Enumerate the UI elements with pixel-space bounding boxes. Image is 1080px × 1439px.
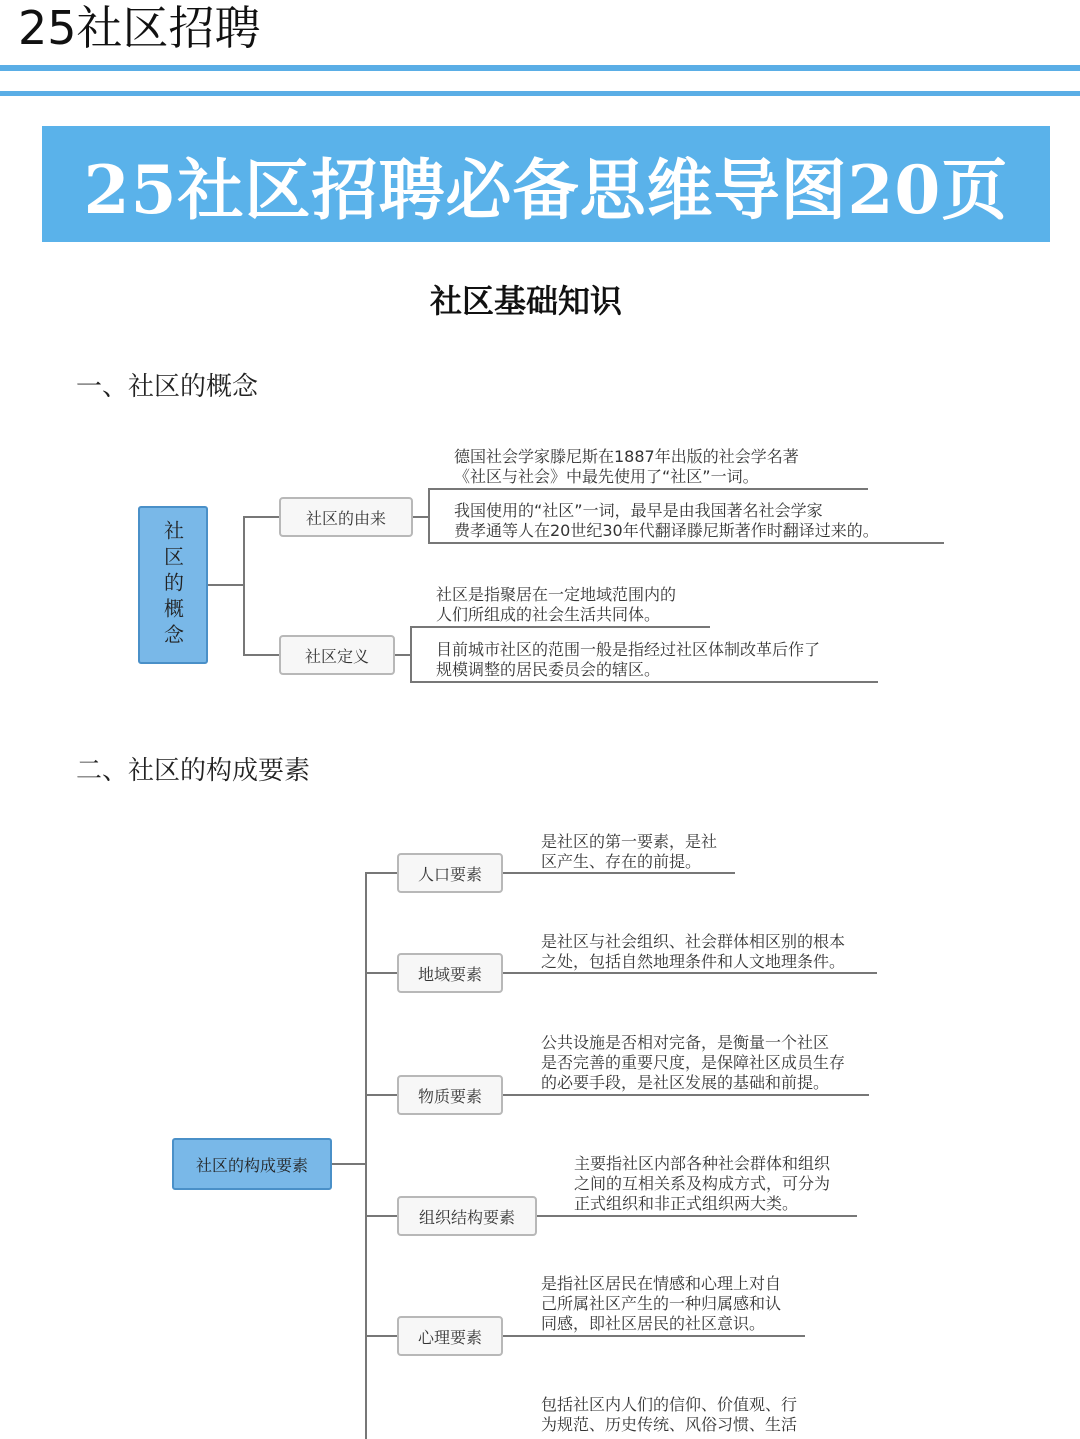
connector xyxy=(413,516,429,518)
leaf-text: 是社区的第一要素，是社 区产生、存在的前提。 xyxy=(541,832,718,871)
branch-node: 地域要素 xyxy=(397,953,503,993)
leaf-text: 主要指社区内部各种社会群体和组织 之间的互相关系及构成方式，可分为 正式组织和非正式组织两大类。 xyxy=(574,1154,831,1213)
branch-node: 人口要素 xyxy=(397,853,503,893)
underline xyxy=(503,1094,869,1096)
mindmap-root-node: 社区的概念 xyxy=(138,506,208,664)
connector xyxy=(410,627,412,682)
connector xyxy=(243,516,279,518)
leaf-text: 是指社区居民在情感和心理上对自 己所属社区产生的一种归属感和认 同感，即社区居民的社区意识。 xyxy=(541,1274,782,1333)
connector xyxy=(365,872,367,1439)
branch-node: 社区定义 xyxy=(279,635,395,675)
connector xyxy=(365,1215,397,1217)
underline xyxy=(537,1215,857,1217)
title-banner xyxy=(42,126,1050,242)
connector xyxy=(365,1094,397,1096)
connector xyxy=(332,1163,366,1165)
section-heading: 一、社区的概念 xyxy=(76,372,259,402)
leaf-text: 德国社会学家滕尼斯在1887年出版的社会学名著 《社区与社会》中最先使用了“社区”一词。 xyxy=(454,447,799,486)
underline xyxy=(503,1335,805,1337)
connector xyxy=(365,1335,397,1337)
connector xyxy=(428,488,430,544)
leaf-text: 目前城市社区的范围一般是指经过社区体制改革后作了 规模调整的居民委员会的辖区。 xyxy=(436,640,821,679)
branch-node: 组织结构要素 xyxy=(397,1196,537,1236)
connector xyxy=(365,972,397,974)
leaf-text: 社区是指聚居在一定地域范围内的 人们所组成的社会生活共同体。 xyxy=(436,585,677,624)
connector xyxy=(208,584,244,586)
connector xyxy=(243,654,279,656)
underline xyxy=(428,542,944,544)
connector xyxy=(395,654,411,656)
branch-node: 心理要素 xyxy=(397,1316,503,1356)
branch-node: 社区的由来 xyxy=(279,497,413,537)
divider xyxy=(0,65,1080,71)
section-heading: 二、社区的构成要素 xyxy=(76,756,311,786)
underline xyxy=(428,488,868,490)
connector xyxy=(243,516,245,655)
underline xyxy=(503,872,735,874)
branch-node: 物质要素 xyxy=(397,1075,503,1115)
underline xyxy=(503,972,877,974)
page-title: 25社区招聘 xyxy=(18,1,261,55)
document-heading: 社区基础知识 xyxy=(429,282,622,320)
leaf-text: 包括社区内人们的信仰、价值观、行 为规范、历史传统、风俗习惯、生活 xyxy=(541,1395,798,1434)
leaf-text: 公共设施是否相对完备，是衡量一个社区 是否完善的重要尺度，是保障社区成员生存 的必要手段，是社区发展的基础和前提。 xyxy=(541,1033,846,1092)
mindmap-root-node: 社区的构成要素 xyxy=(172,1138,332,1190)
underline xyxy=(410,626,710,628)
banner-title: 25社区招聘必备思维导图20页 xyxy=(83,150,1009,229)
underline xyxy=(410,681,878,683)
leaf-text: 是社区与社会组织、社会群体相区别的根本 之处，包括自然地理条件和人文地理条件。 xyxy=(541,932,846,971)
connector xyxy=(365,872,397,874)
leaf-text: 我国使用的“社区”一词，最早是由我国著名社会学家 费孝通等人在20世纪30年代翻译滕尼斯著作时翻译过来的。 xyxy=(454,501,879,540)
divider xyxy=(0,91,1080,96)
